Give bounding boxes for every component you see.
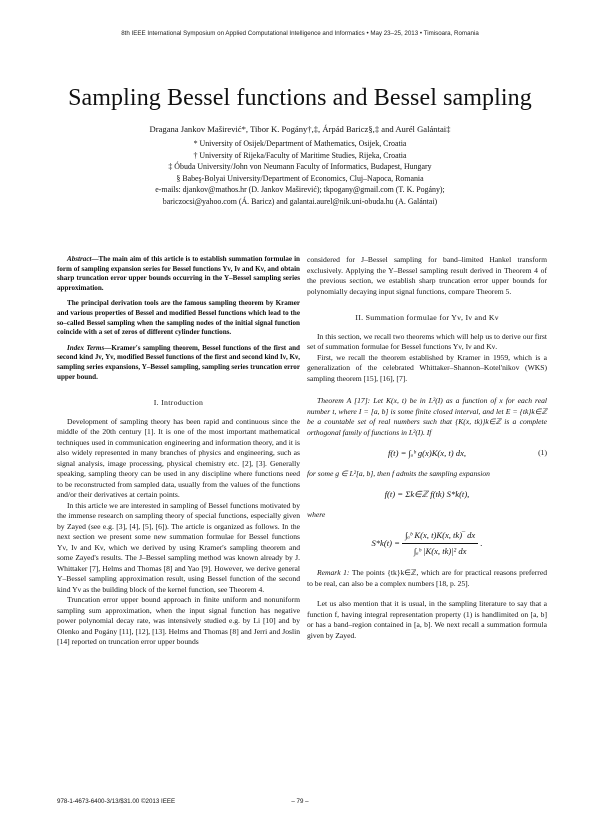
remark-1	[307, 568, 547, 589]
equation-1-body: f(t) = ∫ₐᵇ g(x)K(x, t) dx,	[387, 448, 467, 458]
footer-copyright: 978-1-4673-6400-3/13/$31.00 ©2013 IEEE	[57, 798, 176, 805]
affiliation-line: bariczocsi@yahoo.com (Á. Baricz) and galantai.aurel@nik.uni-obuda.hu (A. Galántai)	[162, 196, 438, 206]
kernel-numerator: ∫ₐᵇ K(x, t)K(x, tk)‾ dx	[402, 530, 478, 544]
theorem-a-text: Let K(x, t) be in L²(I) as a function of x for each real number t, where I = [a, b] is some finite closed interval, and let E = {tk}k∈ℤ be a countable set of real numbers such that {K(x, tk)}k∈ℤ is a complete orthogonal family of functions in L²(I). If	[307, 396, 547, 437]
theorem-a-continued: for some g ∈ L²[a, b], then f admits the sampling expansion	[307, 468, 490, 478]
intro-paragraph-2: In this article we are interested in sampling of Bessel functions motivated by the immense research on sampling theory of special functions, especially given by Zayed (see e.g. [3], [4], [5], [6]). The article is organized as follows. In the next section we present some new summation formulae for Bessel functions Yν, Iν and Kν, which we derived by using Kramer's sampling theorem and some Zayed's results. The J–Bessel sampling method was known already by J. Whittaker [7], Helms and Thomas [8] and Yao [9]. However, we derive general Y–Bessel sampling approximation result, using Bessel function of the second kind Yν as the building block of the kernel function, see Theorem 4.	[57, 500, 300, 594]
equation-sampling-expansion: f(t) = Σk∈ℤ f(tk) S*k(t),	[384, 489, 470, 499]
affiliation-line: § Babeş-Bolyai University/Department of Economics, Cluj–Napoca, Romania	[176, 173, 424, 183]
equation-1-number: (1)	[538, 448, 547, 457]
affiliation-line: ‡ Óbuda University/John von Neumann Faculty of Informatics, Budapest, Hungary	[168, 162, 432, 172]
section2-paragraph-2: First, we recall the theorem established by Kramer in 1959, which is a generalization of the celebrated Whittaker–Shannon–Kotel'nikov (WKS) sampling theorem [15], [16], [7].	[307, 352, 547, 383]
index-terms-text: —Kramer's sampling theorem, Bessel functions of the first and second kind Jν, Yν, modified Bessel functions of the first and second kind Iν, Kν, sampling series expansions, Y–Bessel sampling, sampling series truncation error upper bound.	[57, 343, 301, 381]
footer-page-number: – 79 –	[291, 798, 309, 805]
affiliation-line: † University of Rijeka/Faculty of Maritime Studies, Rijeka, Croatia	[193, 150, 407, 160]
kernel-denominator: ∫ₐᵇ |K(x, tk)|² dx	[413, 545, 467, 556]
abstract-label: Abstract	[67, 255, 92, 263]
abstract	[57, 255, 300, 293]
theorem-a	[307, 396, 547, 438]
right-paragraph-0: considered for J–Bessel sampling for band–limited Hankel transform exclusively. Applying the Y–Bessel sampling result derived in Theorem 4 of the previous section, we establish sharp truncation error upper bounds for polynomially decaying input signal functions, compare Theorem 5.	[307, 255, 547, 296]
affiliations	[0, 138, 600, 208]
right-column	[307, 255, 547, 641]
equation-kernel: S*k(t) = $\frac{\text{∫ₐᵇ K(x, t)K(x, tk)‾ dx}}{\text{∫ₐᵇ |K(x, tk)|² dx}}$ .	[371, 530, 483, 556]
right-paragraph-3: Let us also mention that it is usual, in the sampling literature to say that a function f, having integral representation property (1) is handlimited on [a, b] or has a band–region contained in [a, b]. We next recall a summation formula given by Zayed.	[307, 599, 547, 640]
kernel-fraction	[402, 530, 478, 556]
index-terms-label: Index Terms	[67, 343, 105, 352]
abstract-paragraph-2: The principal derivation tools are the famous sampling theorem by Kramer and various properties of Bessel and modified Bessel functions which lead to the so–called Bessel sampling when the sampling nodes of the initial signal function coincide with a set of zeros of different cylinder functions.	[57, 299, 300, 337]
remark-1-label: Remark 1:	[317, 568, 350, 577]
remark-1-text: The points {tk}k∈ℤ, which are for practical reasons preferred to be real, can also be a complex numbers [18, p. 25].	[307, 568, 547, 588]
conference-header: 8th IEEE International Symposium on Applied Computational Intelligence and Informatics • May 23–25, 2013 • Timisoara, Romania	[121, 30, 479, 37]
section-heading-summation: II. Summation formulae for Yν, Iν and Kν	[355, 313, 499, 322]
section-heading-introduction: I. Introduction	[153, 398, 204, 408]
author-list: Dragana Jankov Maširević*, Tibor K. Pogány†,‡, Árpád Baricz§,‡ and Aurél Galántai‡	[149, 124, 451, 134]
where-text: where	[307, 509, 326, 519]
intro-paragraph-3: Truncation error upper bound approach in finite uniform and nonuniform sampling sum approximation, when the input signal function has negative power polynomial decay rate, was intensively studied e.g. by Li [10] and by Olenko and Pogány [11], [12], [13]. Helms and Thomas [8] and Jerri and Joslin [14] reported on truncation error upper bounds	[57, 595, 300, 647]
left-column	[57, 255, 300, 648]
theorem-a-label: Theorem A [17]:	[317, 396, 371, 405]
equation-1	[307, 448, 547, 459]
affiliation-line: * University of Osijek/Department of Mathematics, Osijek, Croatia	[193, 139, 407, 148]
kernel-lhs: S*k(t) =	[371, 537, 400, 548]
abstract-text: —The main aim of this article is to establish summation formulae in form of sampling expansion series for Bessel functions Yν, Iν and Kν, and obtain sharp truncation error upper bounds occurring in the Y–Bessel sampling series approximation.	[57, 255, 300, 292]
affiliation-line: e-mails: djankov@mathos.hr (D. Jankov Maširević); tkpogany@gmail.com (T. K. Pogány);	[155, 185, 445, 195]
section2-paragraph-1: In this section, we recall two theorems which will help us to derive our first set of summation formulae for Bessel functions Yν, Iν and Kν.	[307, 331, 547, 351]
index-terms	[57, 344, 300, 382]
paper-title: Sampling Bessel functions and Bessel sampling	[68, 85, 532, 111]
intro-paragraph-1: Development of sampling theory has been rapid and continuous since the middle of the 20th century [1]. It is one of the most important mathematical techniques used in communication engineering and information theory, and it is also widely represented in many branches of physics and engineering, such as signal analysis, image processing, physical chemistry etc. [2], [3]. Generally speaking, sampling theory can be used in any discipline where functions need to be reconstructed from sampled data, usually from the values of the functions and/or their derivatives at certain points.	[57, 416, 300, 500]
